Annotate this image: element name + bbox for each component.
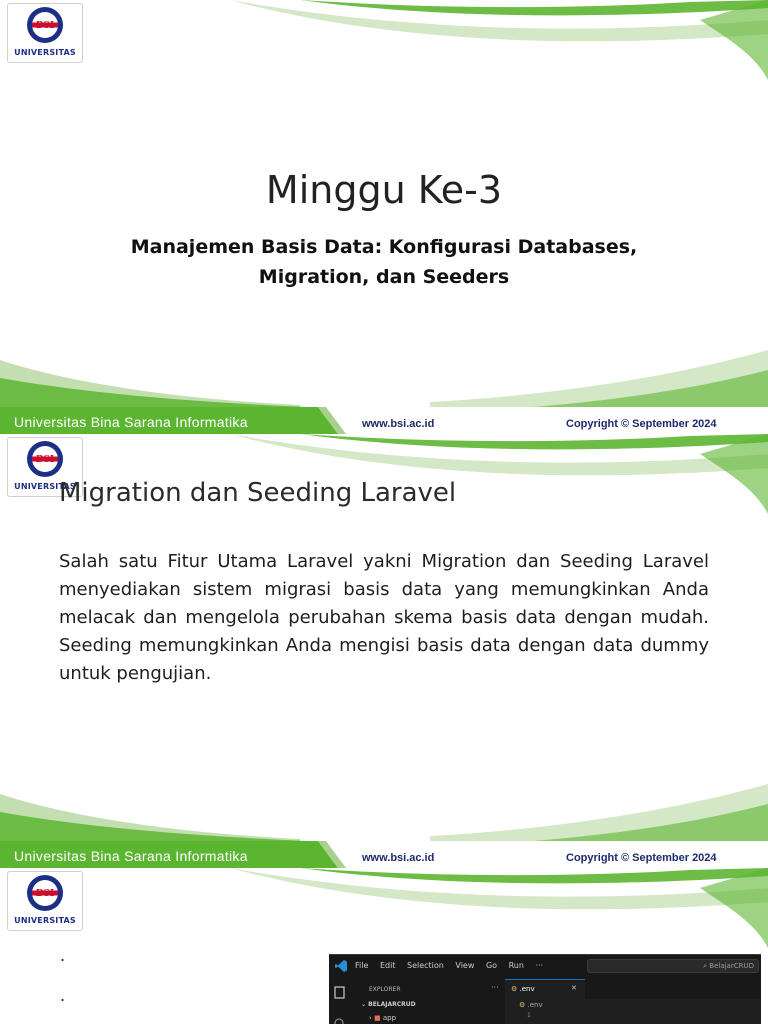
top-green-swoosh [300, 868, 768, 883]
search-text: BelajarCRUD [709, 962, 754, 970]
right-green-corner [700, 868, 768, 948]
menu-selection[interactable]: Selection [406, 961, 444, 970]
menu-edit[interactable]: Edit [379, 961, 396, 970]
folder-name: app [382, 1014, 397, 1022]
vscode-tab-bar [505, 979, 761, 999]
folder-app[interactable]: › ■ app [369, 1014, 397, 1022]
vscode-titlebar [329, 955, 761, 979]
footer-institution-name: Universitas Bina Sarana Informatika [14, 414, 248, 430]
subtitle-line-1: Manajemen Basis Data: Konfigurasi Databases, [130, 236, 638, 258]
breadcrumb[interactable] [519, 1001, 543, 1009]
project-name: BELAJARCRUD [368, 1001, 416, 1008]
vscode-screenshot [329, 954, 761, 1024]
explorer-header: EXPLORER [369, 986, 401, 993]
breadcrumb-label: .env [527, 1001, 543, 1009]
vscode-activity-bar [329, 979, 351, 1024]
search-activity-icon [335, 1019, 343, 1024]
footer-copyright: Copyright © September 2024 [566, 852, 717, 864]
slide-title: Minggu Ke-3 [265, 168, 503, 212]
logo-emblem-icon [8, 438, 82, 482]
logo-caption: UNIVERSITAS [14, 48, 76, 57]
logo-emblem-icon [8, 4, 82, 48]
file-icon: ⚙ [519, 1001, 526, 1009]
svg-text:BSI: BSI [35, 21, 55, 31]
file-icon: ⚙ [511, 985, 518, 993]
footer-copyright: Copyright © September 2024 [566, 418, 717, 430]
slide-subtitle [84, 232, 684, 292]
vscode-search-box[interactable] [587, 959, 759, 973]
slide-1 [0, 0, 768, 434]
menu-go[interactable]: Go [485, 961, 498, 970]
svg-text:BSI: BSI [35, 455, 55, 465]
slide-2 [0, 434, 768, 868]
bullet-item: . [60, 986, 66, 1005]
slide-decoration [0, 0, 768, 434]
vscode-logo-icon [335, 960, 347, 972]
logo-emblem-icon [8, 872, 82, 916]
menu-more[interactable]: ··· [535, 961, 544, 970]
top-green-swoosh [300, 0, 768, 15]
project-folder[interactable]: ⌄ BELAJARCRUD [361, 1001, 416, 1008]
tab-env[interactable] [505, 979, 585, 999]
vscode-menu-bar [355, 961, 552, 970]
slide-title: Migration dan Seeding Laravel [59, 478, 457, 508]
slide-3 [0, 868, 768, 1024]
logo-caption: UNIVERSITAS [14, 916, 76, 925]
line-number: 1 [527, 1012, 531, 1019]
tab-label: .env [519, 985, 535, 993]
activity-icons [329, 979, 351, 1024]
search-icon: ⌕ [703, 962, 710, 970]
explorer-icon [335, 987, 344, 998]
logo-caption: UNIVERSITAS [14, 482, 76, 491]
close-icon[interactable]: ✕ [571, 984, 577, 992]
top-green-swoosh [300, 434, 768, 449]
university-logo [7, 871, 83, 931]
university-logo [7, 3, 83, 63]
subtitle-line-2: Migration, dan Seeders [258, 266, 510, 288]
explorer-more-button[interactable]: ··· [491, 983, 499, 992]
svg-text:BSI: BSI [35, 889, 55, 899]
slide-body-text: Salah satu Fitur Utama Laravel yakni Migration dan Seeding Laravel menyediakan sistem migrasi basis data yang memungkinkan Anda melacak dan mengelola perubahan skema basis data dengan mudah. Seeding memungkinkan Anda mengisi basis data dengan data dummy untuk pengujian. [59, 551, 709, 684]
right-green-corner [700, 0, 768, 80]
bullet-item: . [60, 946, 66, 965]
folder-icon: ■ [374, 1014, 381, 1022]
footer-website: www.bsi.ac.id [362, 852, 435, 864]
right-green-corner [700, 434, 768, 514]
vscode-explorer [351, 979, 505, 1024]
footer-website: www.bsi.ac.id [362, 418, 435, 430]
menu-file[interactable]: File [355, 961, 369, 970]
menu-view[interactable]: View [455, 961, 475, 970]
menu-run[interactable]: Run [508, 961, 524, 970]
footer-institution-name: Universitas Bina Sarana Informatika [14, 848, 248, 864]
